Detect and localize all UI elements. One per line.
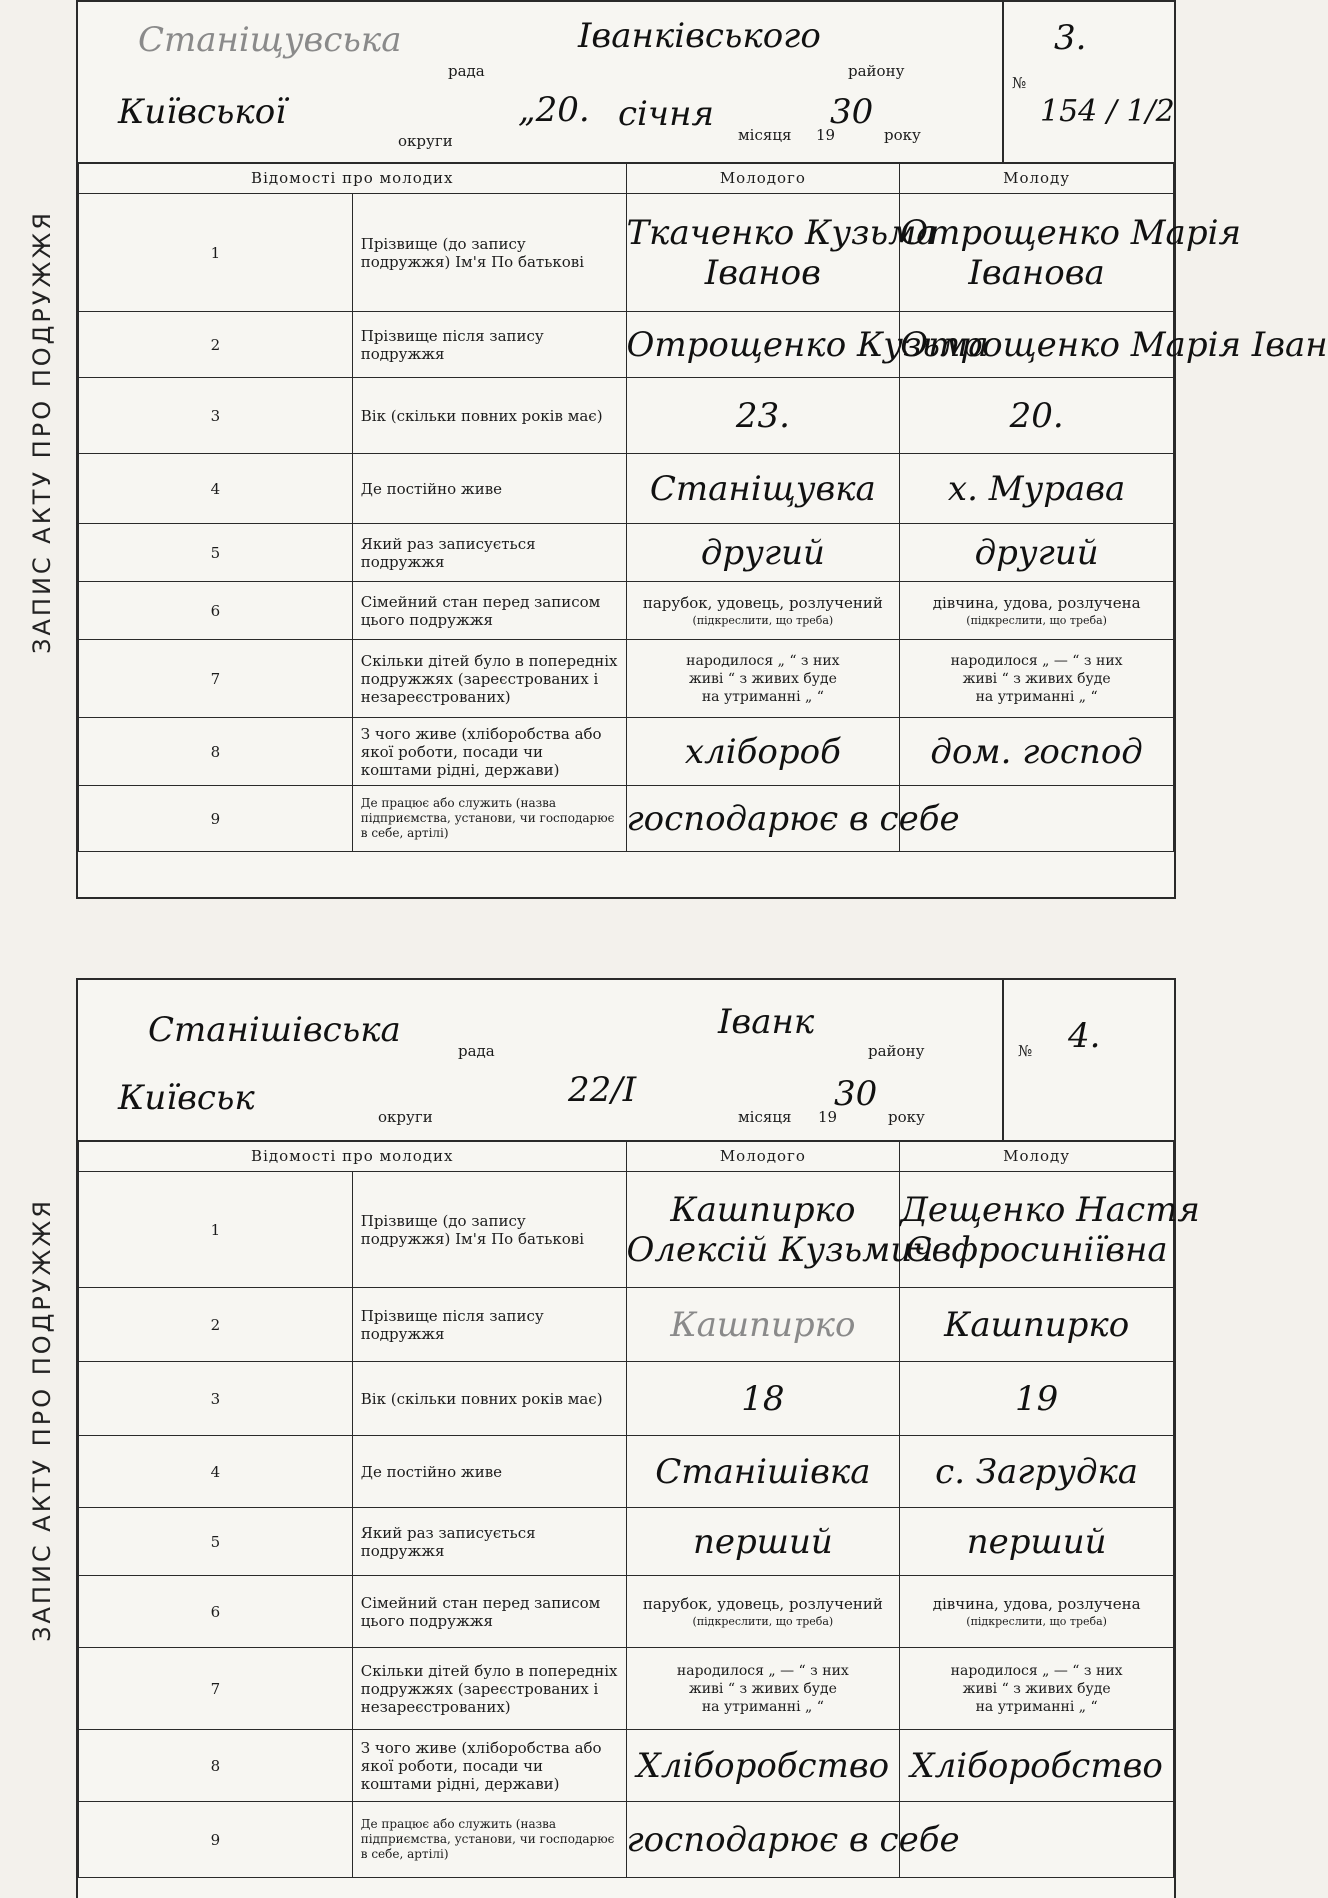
question-work: Де працює або служить (назва підприємства, установи, чи господарює в себе, артілі): [352, 1802, 626, 1878]
bride-residence: с. Загрудка: [935, 1451, 1139, 1492]
year-prefix: 19: [816, 126, 836, 144]
groom-name: Кашпирко: [670, 1189, 856, 1230]
question-work: Де працює або служить (назва підприємства, установи, чи господарює в себе, артілі): [352, 786, 626, 852]
table-row: 8 З чого живе (хліборобства або якої роботи, посади чи коштами рідні, держави) хлібороб дом. господ: [79, 718, 1174, 786]
question-name: Прізвище (до запису подружжя) Ім'я По батькові: [352, 194, 626, 312]
col-info-header: Відомості про молодих: [79, 163, 627, 194]
question-age: Вік (скільки повних років має): [352, 1362, 626, 1436]
raion-value: Іванківського: [578, 16, 821, 56]
rada-value: Станіщувська: [138, 20, 402, 60]
question-name: Прізвище (до запису подружжя) Ім'я По батькові: [352, 1172, 626, 1288]
question-livelihood: З чого живе (хліборобства або якої роботи, посади чи коштами рідні, держави): [352, 1730, 626, 1802]
groom-work: господарює в себе: [626, 1819, 960, 1860]
year-value: 30: [834, 1074, 878, 1114]
table-row: 7 Скільки дітей було в попередніх подружжях (зареєстрованих і незареєстрованих) народилося „ — “ з них живі “ з живих буде на утриманні „ “ народилося „ — “ з них живі “ з живих буде на утриманні „ “: [79, 1648, 1174, 1730]
groom-residence: Станіщувка: [649, 468, 876, 509]
table-row: 8 З чого живе (хліборобства або якої роботи, посади чи коштами рідні, держави) Хліборобство Хліборобство: [79, 1730, 1174, 1802]
record-table: [78, 162, 1328, 852]
table-row: 9 Де працює або служить (назва підприємства, установи, чи господарює в себе, артілі) господарює в себе: [79, 786, 1174, 852]
bride-status-options: дівчина, удова, розлучена: [932, 594, 1141, 612]
question-children: Скільки дітей було в попередніх подружжях (зареєстрованих і незареєстрованих): [352, 1648, 626, 1730]
record-header: [78, 980, 1174, 1142]
table-row: 6 Сімейний стан перед записом цього подружжя парубок, удовець, розлучений (підкреслити, що треба) дівчина, удова, розлучена (підкреслити, що треба): [79, 1576, 1174, 1648]
bride-patronymic: Євфросиніївна: [905, 1229, 1168, 1270]
year-prefix: 19: [818, 1108, 838, 1126]
groom-name: Ткаченко Кузьма: [626, 212, 937, 253]
month-label: місяця: [738, 1108, 792, 1126]
raion-label: району: [868, 1042, 925, 1060]
bride-livelihood: дом. господ: [930, 731, 1143, 772]
table-row: 5 Який раз записується подружжя перший перший: [79, 1508, 1174, 1576]
okrug-label: округи: [398, 132, 453, 150]
table-row: 1 Прізвище (до запису подружжя) Ім'я По батькові Ткаченко Кузьма Іванов Отрощенко Марія Іванова: [79, 194, 1174, 312]
marriage-record-1: [28, 0, 1328, 899]
question-residence: Де постійно живе: [352, 454, 626, 524]
bride-surname-after: Отрощенко Марія Іван: [900, 324, 1328, 365]
bride-name: Отрощенко Марія: [900, 212, 1241, 253]
groom-times: другий: [700, 532, 825, 573]
bride-underline-note: (підкреслити, що треба): [966, 614, 1107, 627]
col-info-header: Відомості про молодих: [79, 1141, 627, 1172]
groom-livelihood: хлібороб: [684, 731, 841, 772]
groom-times: перший: [692, 1521, 833, 1562]
okrug-label: округи: [378, 1108, 433, 1126]
bride-status-options: дівчина, удова, розлучена: [932, 1595, 1141, 1613]
col-bride-header: Молоду: [900, 1141, 1174, 1172]
record-number: 4.: [1068, 1016, 1101, 1056]
raion-label: району: [848, 62, 905, 80]
col-groom-header: Молодого: [626, 1141, 900, 1172]
month-value: січня: [618, 94, 714, 134]
table-row: 4 Де постійно живе Станіщувка х. Мурава: [79, 454, 1174, 524]
groom-age: 18: [741, 1378, 785, 1419]
table-row: 2 Прізвище після запису подружжя Кашпирко Кашпирко: [79, 1288, 1174, 1362]
table-row: 7 Скільки дітей було в попередніх подружжях (зареєстрованих і незареєстрованих) народилося „ “ з них живі “ з живих буде на утриманні „ “ народилося „ — “ з них живі “ з живих буде на утриманні „ “: [79, 640, 1174, 718]
groom-residence: Станішівка: [655, 1451, 871, 1492]
day-value: „20.: [518, 90, 590, 130]
side-title: ЗАПИС АКТУ ПРО ПОДРУЖЖЯ: [28, 210, 57, 654]
groom-age: 23.: [735, 395, 790, 436]
bride-age: 19: [1014, 1378, 1059, 1419]
bride-livelihood: Хліборобство: [910, 1745, 1163, 1786]
okrug-value: Київської: [118, 92, 287, 132]
bride-age: 20.: [1009, 395, 1064, 436]
bride-children-born: —: [1053, 1662, 1068, 1679]
question-times: Який раз записується подружжя: [352, 524, 626, 582]
table-row: 2 Прізвище після запису подружжя Отрощенко Кузьма Отрощенко Марія Іван: [79, 312, 1174, 378]
day-value: 22/I: [568, 1070, 637, 1110]
record-table: [78, 1140, 1200, 1878]
side-title: ЗАПИС АКТУ ПРО ПОДРУЖЖЯ: [28, 1198, 57, 1642]
bride-underline-note: (підкреслити, що треба): [966, 1615, 1107, 1628]
question-status: Сімейний стан перед записом цього подружжя: [352, 582, 626, 640]
bride-times: другий: [974, 532, 1099, 573]
table-row: 1 Прізвище (до запису подружжя) Ім'я По батькові Кашпирко Олексій Кузьмич Дещенко Настя Євфросиніївна: [79, 1172, 1174, 1288]
record-header: [78, 2, 1174, 164]
question-surname-after: Прізвище після запису подружжя: [352, 1288, 626, 1362]
rada-label: рада: [458, 1042, 495, 1060]
number-box: [1002, 2, 1174, 162]
question-age: Вік (скільки повних років має): [352, 378, 626, 454]
col-bride-header: Молоду: [900, 163, 1174, 194]
raion-value: Іванк: [718, 1002, 815, 1042]
question-times: Який раз записується подружжя: [352, 1508, 626, 1576]
bride-children-born: —: [1053, 652, 1068, 669]
groom-patronymic: Олексій Кузьмич: [626, 1229, 934, 1270]
bride-patronymic: Іванова: [968, 252, 1105, 293]
groom-livelihood: Хліборобство: [636, 1745, 890, 1786]
groom-underline-note: (підкреслити, що треба): [692, 614, 834, 627]
groom-status-options: парубок, удовець, розлучений: [642, 1595, 883, 1613]
bride-name: Дещенко Настя: [900, 1189, 1200, 1230]
number-label: №: [1018, 1042, 1033, 1060]
groom-children-born: —: [780, 1662, 795, 1679]
groom-surname-after: Отрощенко Кузьма: [626, 324, 989, 365]
groom-status-options: парубок, удовець, розлучений: [642, 594, 883, 612]
groom-surname-after: Кашпирко: [670, 1304, 856, 1345]
record-number: 3.: [1054, 18, 1087, 58]
margin-note: 154 / 1/2: [1040, 94, 1175, 129]
groom-patronymic: Іванов: [704, 252, 821, 293]
month-label: місяця: [738, 126, 792, 144]
okrug-value: Київськ: [118, 1078, 255, 1118]
bride-surname-after: Кашпирко: [944, 1304, 1130, 1345]
table-row: 4 Де постійно живе Станішівка с. Загрудка: [79, 1436, 1174, 1508]
table-row: 3 Вік (скільки повних років має) 23. 20.: [79, 378, 1174, 454]
year-value: 30: [830, 92, 874, 132]
col-groom-header: Молодого: [626, 163, 900, 194]
table-row: 3 Вік (скільки повних років має) 18 19: [79, 1362, 1174, 1436]
year-label: року: [888, 1108, 925, 1126]
bride-times: перший: [966, 1521, 1107, 1562]
question-residence: Де постійно живе: [352, 1436, 626, 1508]
question-livelihood: З чого живе (хліборобства або якої роботи, посади чи коштами рідні, держави): [352, 718, 626, 786]
groom-work: господарює в себе: [626, 798, 960, 839]
table-row: 5 Який раз записується подружжя другий другий: [79, 524, 1174, 582]
marriage-record-2: [28, 978, 1200, 1898]
question-surname-after: Прізвище після запису подружжя: [352, 312, 626, 378]
rada-label: рада: [448, 62, 485, 80]
rada-value: Станішівська: [148, 1010, 401, 1050]
number-box: [1002, 980, 1174, 1140]
table-row: 9 Де працює або служить (назва підприємства, установи, чи господарює в себе, артілі) господарює в себе: [79, 1802, 1174, 1878]
year-label: року: [884, 126, 921, 144]
bride-residence: х. Мурава: [947, 468, 1126, 509]
table-row: 6 Сімейний стан перед записом цього подружжя парубок, удовець, розлучений (підкреслити, що треба) дівчина, удова, розлучена (підкреслити, що треба): [79, 582, 1174, 640]
question-children: Скільки дітей було в попередніх подружжях (зареєстрованих і незареєстрованих): [352, 640, 626, 718]
question-status: Сімейний стан перед записом цього подружжя: [352, 1576, 626, 1648]
groom-underline-note: (підкреслити, що треба): [692, 1615, 834, 1628]
number-label: №: [1012, 74, 1027, 92]
